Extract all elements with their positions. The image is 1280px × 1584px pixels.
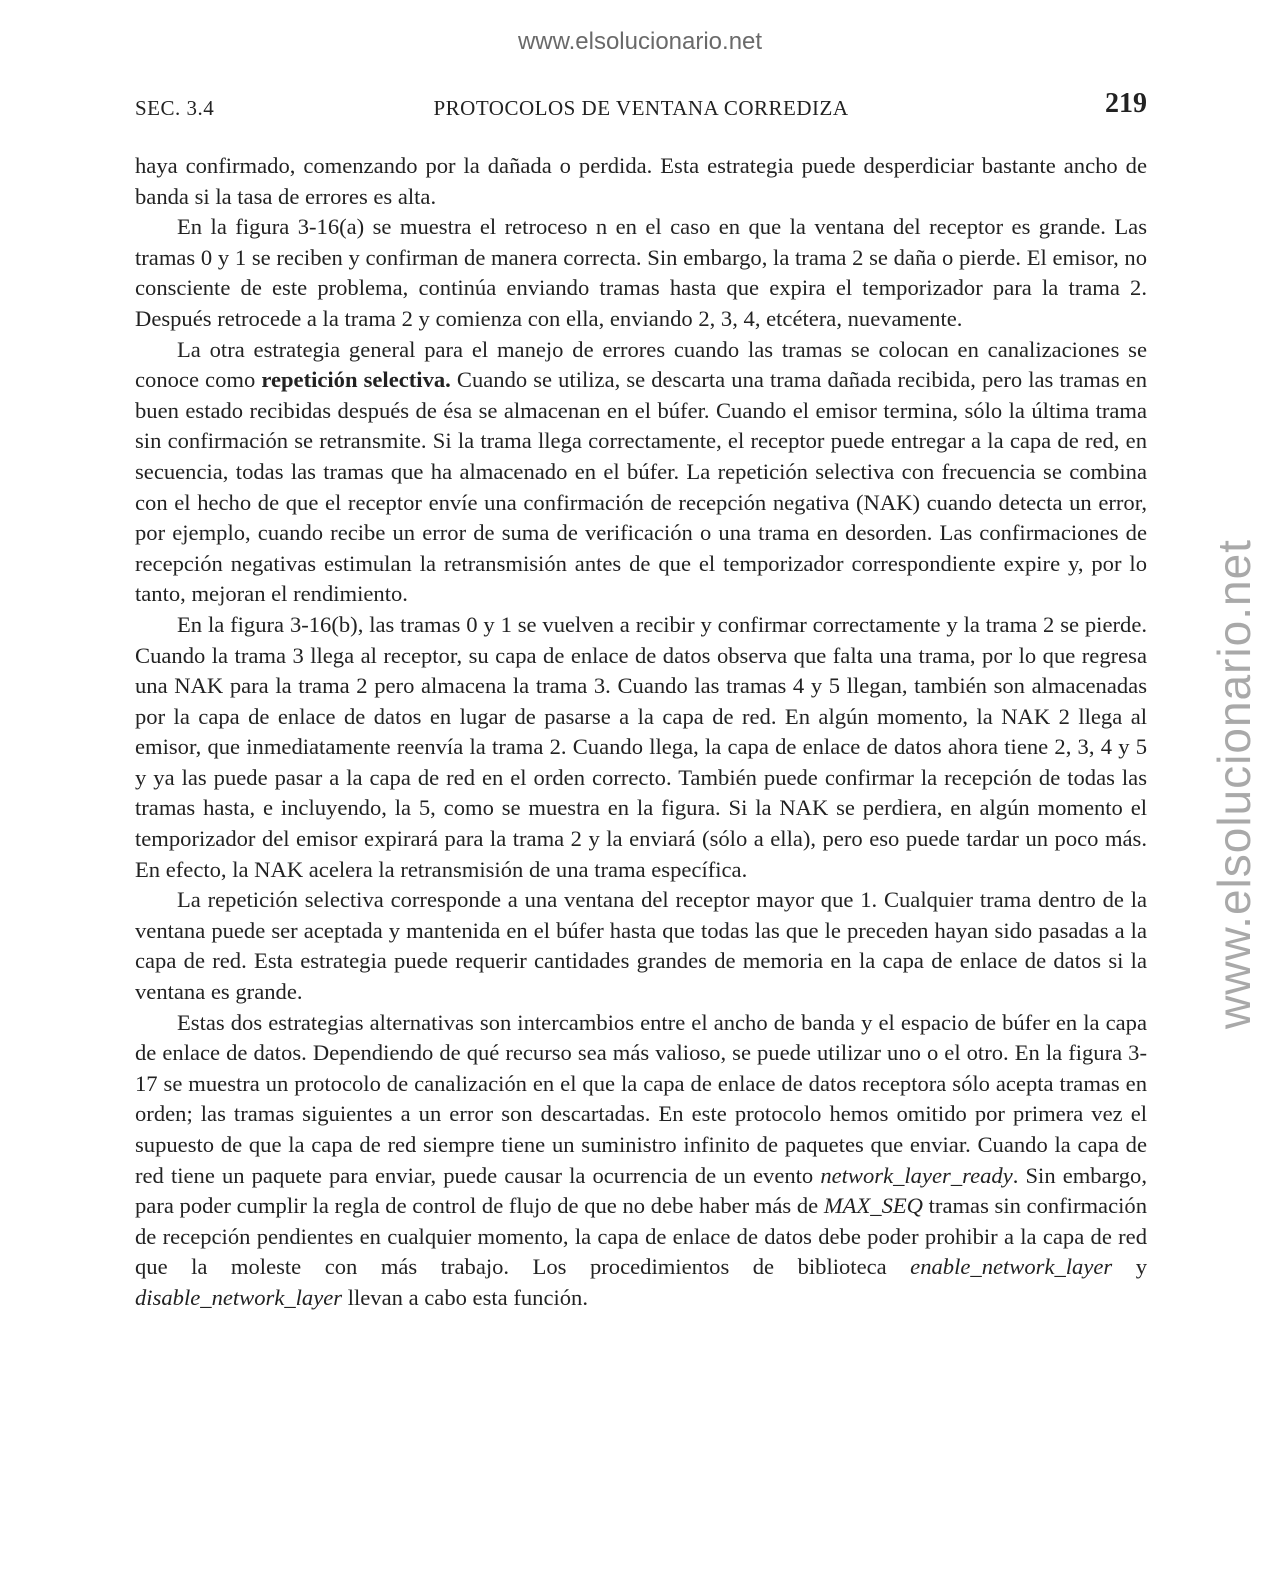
code-term: network_layer_ready [820, 1162, 1013, 1188]
paragraph-receiver-window: La repetición selectiva corresponde a una ventana del receptor mayor que 1. Cualquier trama dentro de la ventana puede ser aceptada y mantenida en el búfer hasta que todas las que le preceden hayan sido pasadas a la capa de red. Esta estrategia puede requerir cantidades grandes de memoria en la capa de enlace de datos si la ventana es grande. [135, 887, 1147, 1005]
paragraph-go-back-n: En la figura 3-16(a) se muestra el retroceso n en el caso en que la ventana del receptor es grande. Las tramas 0 y 1 se reciben y confirman de manera correcta. Sin embargo, la trama 2 se daña o pierde. El emisor, no consciente de este problema, continúa enviando tramas hasta que expira el temporizador para la trama 2. Después retrocede a la trama 2 y comienza con ella, enviando 2, 3, 4, etcétera, nuevamente. [135, 214, 1147, 331]
code-term: enable_network_layer [910, 1254, 1113, 1280]
text-run: La otra estrategia general para el manejo de errores cuando las tramas se colocan en canalizaciones se conoce como [135, 336, 1147, 393]
code-term: disable_network_layer [135, 1284, 343, 1310]
watermark-url-side: www.elsolucionario.net [1208, 539, 1260, 1029]
text-run: llevan a cabo esta función. [342, 1284, 588, 1310]
section-label: SEC. 3.4 [135, 96, 215, 120]
code-term: MAX_SEQ [823, 1193, 923, 1219]
paragraph-continued: haya confirmado, comenzando por la dañada o perdida. Esta estrategia puede desperdiciar bastante ancho de banda si la tasa de errores es alta. [135, 153, 1147, 209]
running-head [135, 88, 1147, 124]
text-run: tramas sin confirmación de recepción pendientes en cualquier momento, la capa de enlace de datos debe poder prohibir a la capa de red que la moleste con más trabajo. Los procedimientos de biblioteca [135, 1193, 1147, 1280]
chapter-title: PROTOCOLOS DE VENTANA CORREDIZA [433, 96, 849, 120]
text-run: y [1112, 1254, 1147, 1280]
text-run: . Sin embargo, para poder cumplir la regla de control de flujo de que no debe haber más de [135, 1162, 1147, 1219]
paragraph-tradeoffs [135, 1008, 1147, 1314]
term-selective-repeat: repetición selectiva. [261, 367, 451, 393]
text-run: Cuando se utiliza, se descarta una trama dañada recibida, pero las tramas en buen estado recibidas después de ésa se almacenan en el búfer. Cuando el emisor termina, sólo la última trama sin confirmación se retransmite. Si la trama llega correctamente, el receptor puede entregar a la capa de red, en secuencia, todas las tramas que ha almacenado en el búfer. La repetición selectiva con frecuencia se combina con el hecho de que el receptor envíe una confirmación de recepción negativa (NAK) cuando detecta un error, por ejemplo, cuando recibe un error de suma de verificación o una trama en desorden. Las confirmaciones de recepción negativas estimulan la retransmisión antes de que el temporizador correspondiente expire y, por lo tanto, mejoran el rendimiento. [135, 367, 1148, 607]
page-number: 219 [1105, 88, 1147, 119]
text-run: Estas dos estrategias alternativas son intercambios entre el ancho de banda y el espacio de búfer en la capa de enlace de datos. Dependiendo de qué recurso sea más valioso, se puede utilizar uno o el otro. En la figura 3-17 se muestra un protocolo de canalización en el que la capa de enlace de datos receptora sólo acepta tramas en orden; las tramas siguientes a un error son descartadas. En este protocolo hemos omitido por primera vez el supuesto de que la capa de red siempre tiene un suministro infinito de paquetes que enviar. Cuando la capa de red tiene un paquete para enviar, puede causar la ocurrencia de un evento [135, 1009, 1147, 1188]
paragraph-selective-repeat [135, 335, 1147, 610]
body-text [135, 151, 1147, 1314]
watermark-url-top: www.elsolucionario.net [517, 28, 763, 55]
paragraph-figure-3-16b: En la figura 3-16(b), las tramas 0 y 1 se vuelven a recibir y confirmar correctamente y la trama 2 se pierde. Cuando la trama 3 llega al receptor, su capa de enlace de datos observa que falta una trama, por lo que regresa una NAK para la trama 2 pero almacena la trama 3. Cuando las tramas 4 y 5 llegan, también son almacenadas por la capa de enlace de datos en lugar de pasarse a la capa de red. En algún momento, la NAK 2 llega al emisor, que inmediatamente reenvía la trama 2. Cuando llega, la capa de enlace de datos ahora tiene 2, 3, 4 y 5 y ya las puede pasar a la capa de red en el orden correcto. También puede confirmar la recepción de todas las tramas hasta, e incluyendo, la 5, como se muestra en la figura. Si la NAK se perdiera, en algún momento el temporizador del emisor expirará para la trama 2 y la enviará (sólo a ella), pero eso puede tardar un poco más. En efecto, la NAK acelera la retransmisión de una trama específica. [135, 611, 1147, 882]
